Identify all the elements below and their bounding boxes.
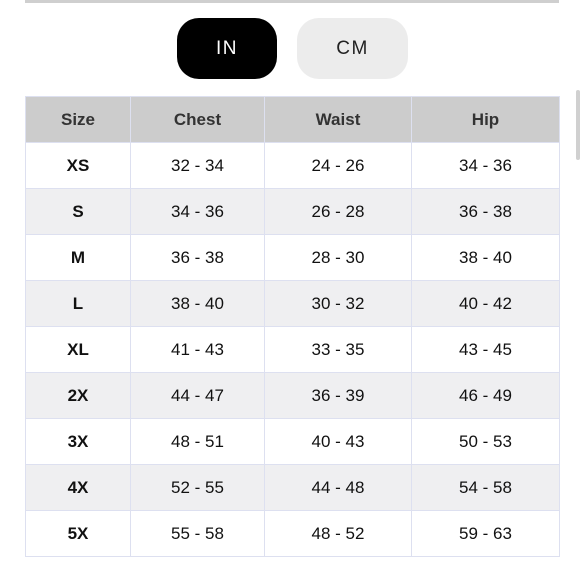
- chest-cell: 38 - 40: [131, 281, 265, 327]
- size-cell: L: [26, 281, 131, 327]
- size-cell: S: [26, 189, 131, 235]
- hip-cell: 59 - 63: [412, 511, 560, 557]
- chest-cell: 34 - 36: [131, 189, 265, 235]
- hip-cell: 36 - 38: [412, 189, 560, 235]
- table-row: [26, 189, 560, 235]
- hip-cell: 43 - 45: [412, 327, 560, 373]
- hip-cell: 34 - 36: [412, 143, 560, 189]
- table-row: [26, 419, 560, 465]
- header-hip: Hip: [412, 97, 560, 143]
- chest-cell: 52 - 55: [131, 465, 265, 511]
- waist-cell: 26 - 28: [265, 189, 412, 235]
- waist-cell: 40 - 43: [265, 419, 412, 465]
- size-cell: 2X: [26, 373, 131, 419]
- unit-toggle: [177, 18, 408, 79]
- header-waist: Waist: [265, 97, 412, 143]
- waist-cell: 24 - 26: [265, 143, 412, 189]
- hip-cell: 46 - 49: [412, 373, 560, 419]
- unit-cm-button[interactable]: CM: [297, 18, 408, 79]
- waist-cell: 33 - 35: [265, 327, 412, 373]
- waist-cell: 48 - 52: [265, 511, 412, 557]
- size-cell: 5X: [26, 511, 131, 557]
- table-row: [26, 327, 560, 373]
- table-header-row: [26, 97, 560, 143]
- hip-cell: 50 - 53: [412, 419, 560, 465]
- size-table: [25, 96, 560, 557]
- table-body: [26, 143, 560, 557]
- chest-cell: 41 - 43: [131, 327, 265, 373]
- size-cell: XL: [26, 327, 131, 373]
- unit-in-button[interactable]: IN: [177, 18, 277, 79]
- hip-cell: 40 - 42: [412, 281, 560, 327]
- chest-cell: 36 - 38: [131, 235, 265, 281]
- table-row: [26, 373, 560, 419]
- chest-cell: 55 - 58: [131, 511, 265, 557]
- size-cell: M: [26, 235, 131, 281]
- waist-cell: 44 - 48: [265, 465, 412, 511]
- table-row: [26, 465, 560, 511]
- chest-cell: 44 - 47: [131, 373, 265, 419]
- table-row: [26, 511, 560, 557]
- chest-cell: 48 - 51: [131, 419, 265, 465]
- header-chest: Chest: [131, 97, 265, 143]
- size-cell: 3X: [26, 419, 131, 465]
- size-cell: XS: [26, 143, 131, 189]
- hip-cell: 38 - 40: [412, 235, 560, 281]
- table-row: [26, 281, 560, 327]
- waist-cell: 30 - 32: [265, 281, 412, 327]
- waist-cell: 28 - 30: [265, 235, 412, 281]
- waist-cell: 36 - 39: [265, 373, 412, 419]
- scrollbar[interactable]: [576, 90, 580, 160]
- size-cell: 4X: [26, 465, 131, 511]
- header-size: Size: [26, 97, 131, 143]
- table-row: [26, 235, 560, 281]
- hip-cell: 54 - 58: [412, 465, 560, 511]
- chest-cell: 32 - 34: [131, 143, 265, 189]
- top-divider: [25, 0, 559, 3]
- table-row: [26, 143, 560, 189]
